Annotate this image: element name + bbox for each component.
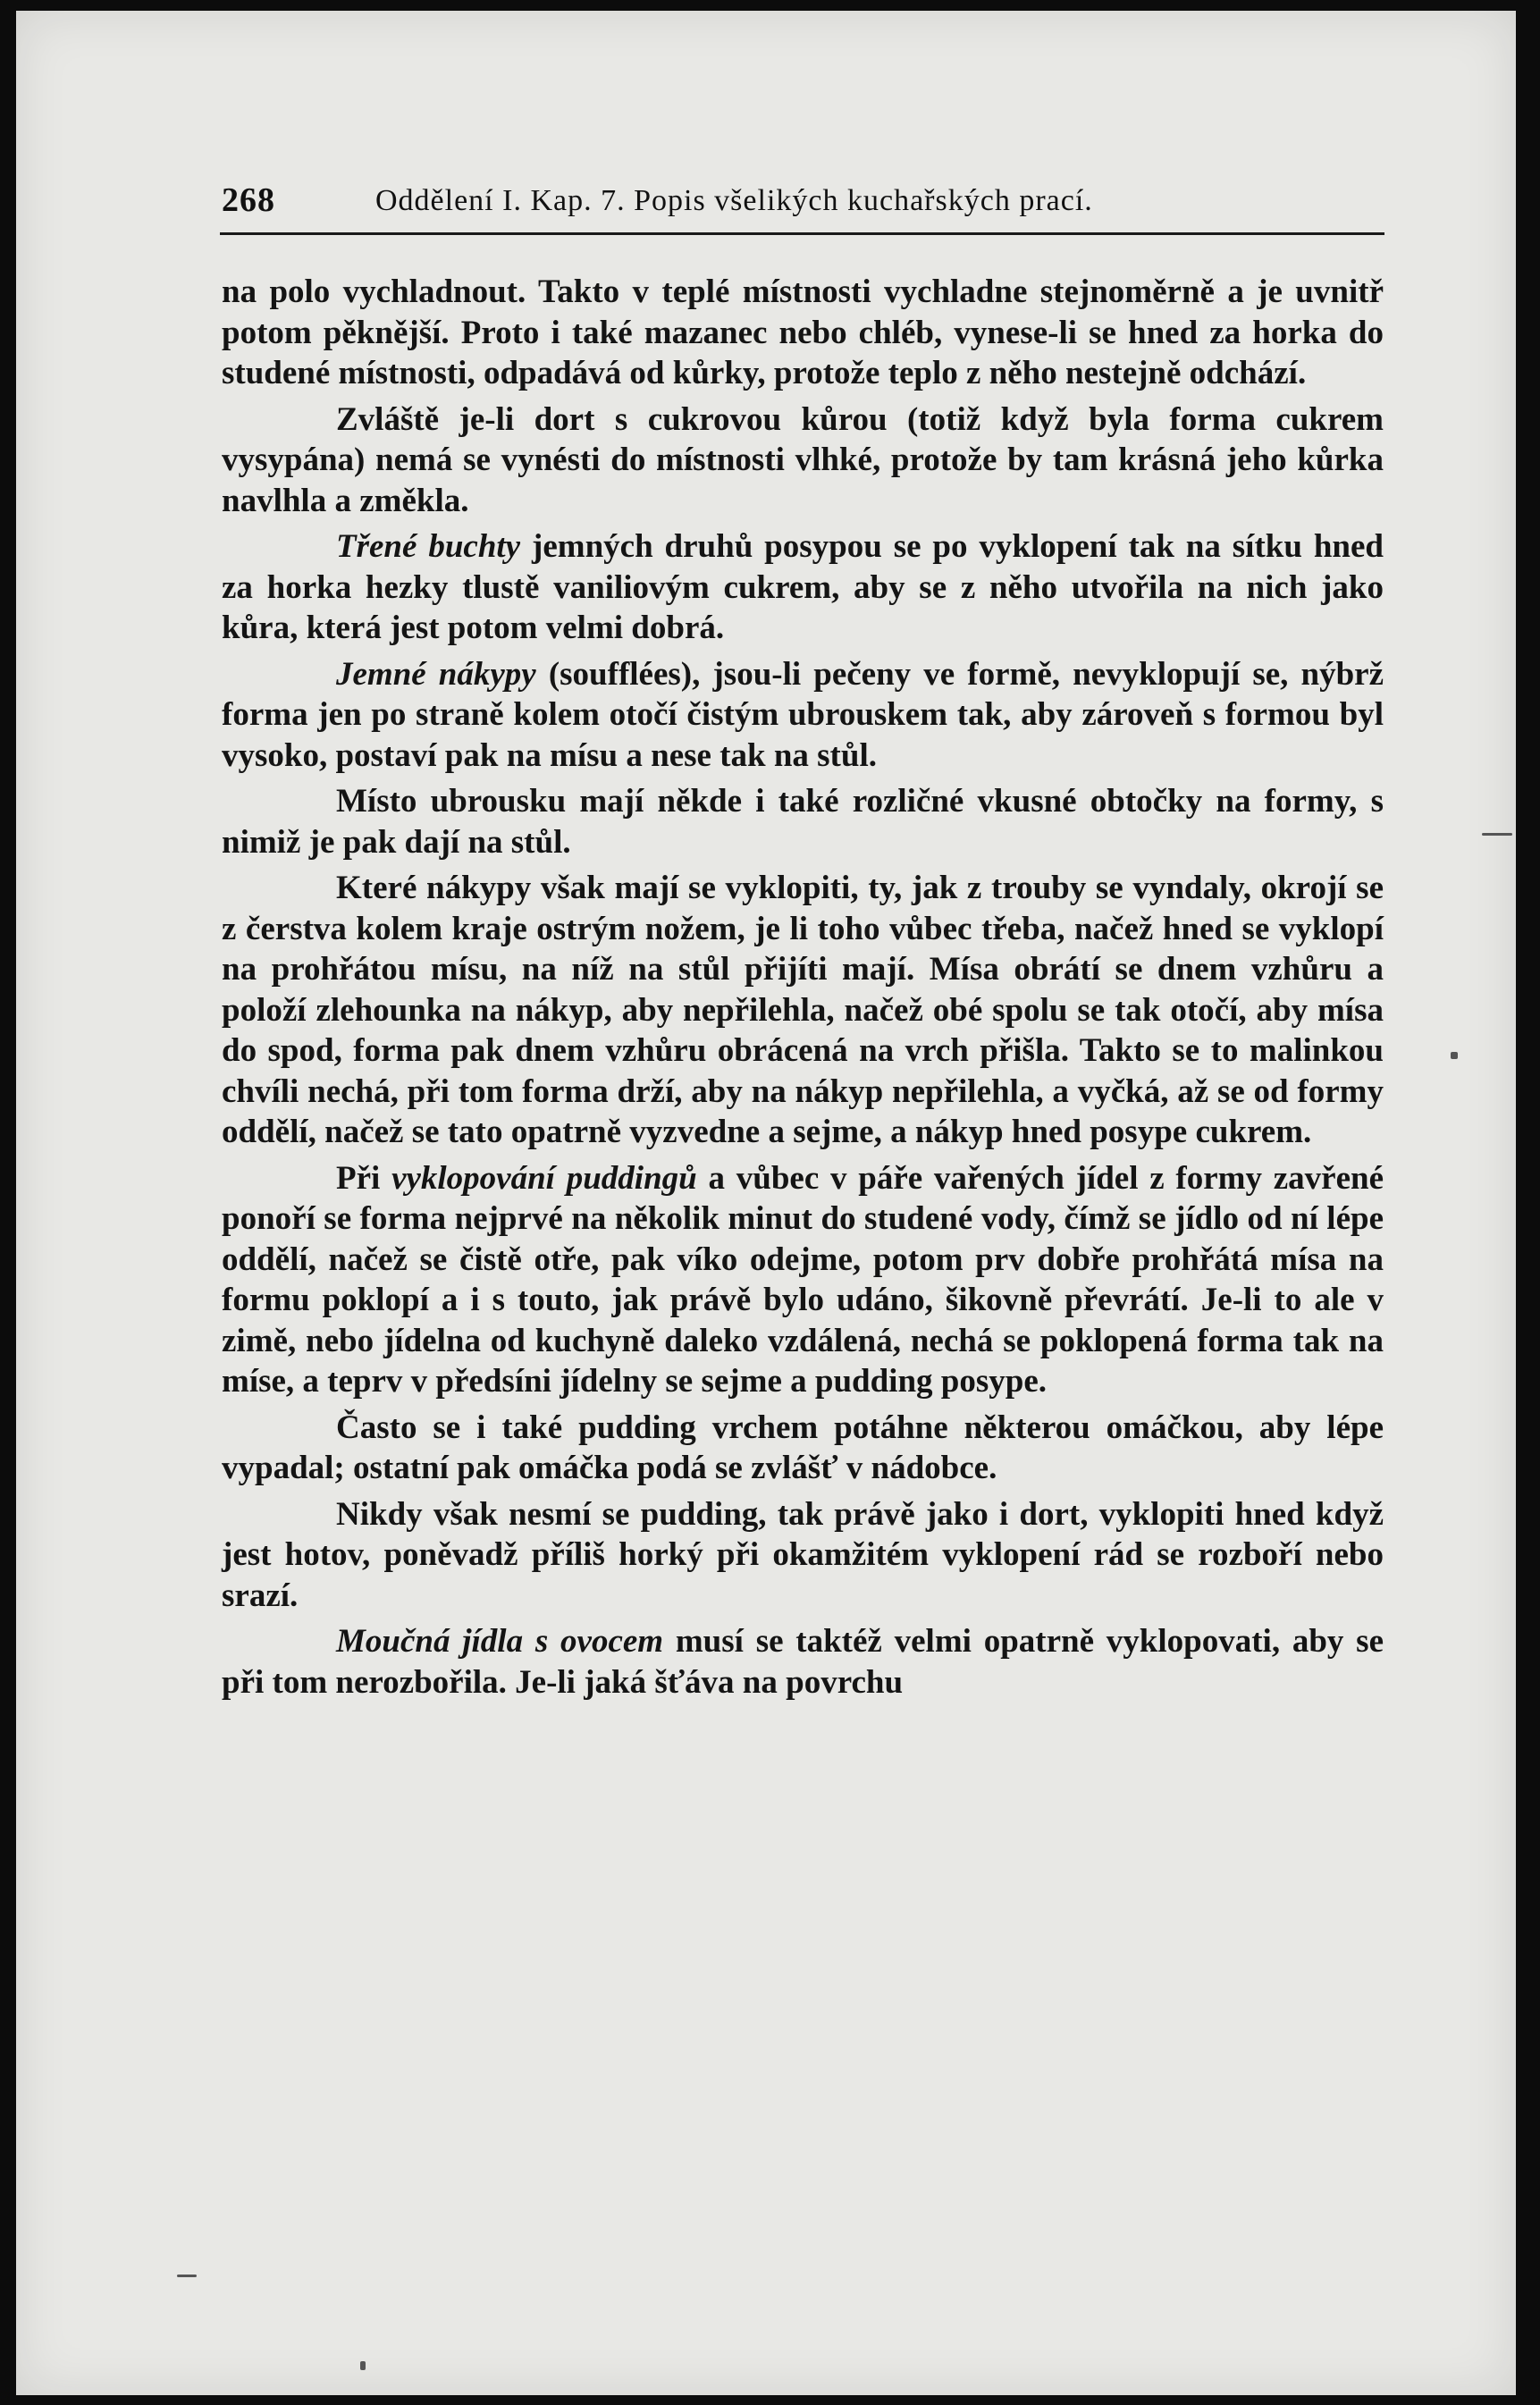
paragraph-text: a vůbec v páře vařených jídel z formy zavřené ponoří se forma nejprvé na několik minut do studené vody, čímž se jídlo od ní lépe oddělí, načež se čistě otře, pak víko odejme, potom prv dobře prohřátá mísa na formu poklopí a i s touto, jak právě bylo udáno, šikovně převrátí. Je-li to ale v zimě, nebo jídelna od kuchyně daleko vzdálená, nechá se poklopená forma tak na míse, a teprv v předsíni jídelny se sejme a pudding posype. bbox=[222, 1159, 1384, 1400]
paragraph bbox=[222, 526, 1384, 649]
header-rule bbox=[220, 232, 1384, 235]
paragraph-text: Které nákypy však mají se vyklopiti, ty, jak z trouby se vyndaly, okrojí se z čerstva kolem kraje ostrým nožem, je li toho vůbec třeba, načež hned se vyklopí na prohřátou mísu, na níž na stůl přijíti mají. Mísa obrátí se dnem vzhůru a položí zlehounka na nákyp, aby nepřilehla, načež obé spolu se tak otočí, aby mísa do spod, forma pak dnem vzhůru obrácená na vrch přišla. Takto se to malinkou chvíli nechá, při tom forma drží, aby na nákyp nepřilehla, a vyčká, až se od formy oddělí, načež se tato opatrně vyzvedne a sejme, a nákyp hned posype cukrem. bbox=[222, 870, 1384, 1150]
scan-speck bbox=[177, 2275, 197, 2277]
paragraph bbox=[222, 654, 1384, 777]
paragraph-text: musí se taktéž velmi opatrně vyklopovati, aby se při tom nerozbořila. Je-li jaká šťáva na povrchu bbox=[222, 1623, 1384, 1701]
scan-speck bbox=[1482, 833, 1512, 836]
paragraph bbox=[222, 1621, 1384, 1703]
paragraph-text: Nikdy však nesmí se pudding, tak právě jako i dort, vyklopiti hned když jest hotov, poněvadž příliš horký při okamžitém vyklopení rád se rozboří nebo srazí. bbox=[222, 1495, 1384, 1614]
scan-speck bbox=[1451, 1052, 1458, 1059]
paragraph-text: jemných druhů posypou se po vyklopení tak na sítku hned za horka hezky tlustě vaniliovým cukrem, aby se z něho utvořila na nich jako kůra, která jest potom velmi dobrá. bbox=[222, 528, 1384, 646]
paragraph bbox=[222, 399, 1384, 522]
paragraph-text: Zvláště je-li dort s cukrovou kůrou (totiž když byla forma cukrem vysypána) nemá se vynésti do místnosti vlhké, protože by tam krásná jeho kůrka navlhla a změkla. bbox=[222, 400, 1384, 519]
body-text bbox=[222, 272, 1384, 1708]
paragraph-lead: Při bbox=[336, 1159, 392, 1197]
book-page bbox=[16, 11, 1516, 2395]
paragraph bbox=[222, 868, 1384, 1153]
paragraph-lead-italic: Třené buchty bbox=[336, 528, 521, 565]
paragraph-lead-italic: vyklopování puddingů bbox=[391, 1159, 697, 1197]
paragraph-text: Místo ubrousku mají někde i také rozličné vkusné obtočky na formy, s nimiž je pak dají na stůl. bbox=[222, 783, 1384, 861]
paragraph bbox=[222, 1494, 1384, 1617]
scan-speck bbox=[360, 2361, 366, 2370]
page-number: 268 bbox=[222, 181, 275, 219]
paragraph-text: na polo vychladnout. Takto v teplé místnosti vychladne stejnoměrně a je uvnitř potom pěknější. Proto i také mazanec nebo chléb, vynese-li se hned za horka do studené místnosti, odpadává od kůrky, protože teplo z něho nestejně odchází. bbox=[222, 273, 1384, 391]
header-title: Oddělení I. Kap. 7. Popis všelikých kuchařských prací. bbox=[375, 184, 1093, 217]
paragraph-text: (soufflées), jsou-li pečeny ve formě, nevyklopují se, nýbrž forma jen po straně kolem otočí čistým ubrouskem tak, aby zároveň s formou byl vysoko, postaví pak na mísu a nese tak na stůl. bbox=[222, 655, 1384, 774]
running-header bbox=[222, 181, 1384, 225]
paragraph-lead-italic: Moučná jídla s ovocem bbox=[336, 1623, 664, 1660]
paragraph-lead-italic: Jemné nákypy bbox=[336, 655, 536, 693]
paragraph bbox=[222, 781, 1384, 862]
paragraph bbox=[222, 1408, 1384, 1489]
paragraph bbox=[222, 1158, 1384, 1402]
paragraph bbox=[222, 272, 1384, 394]
paragraph-text: Často se i také pudding vrchem potáhne některou omáčkou, aby lépe vypadal; ostatní pak omáčka podá se zvlášť v nádobce. bbox=[222, 1409, 1384, 1486]
